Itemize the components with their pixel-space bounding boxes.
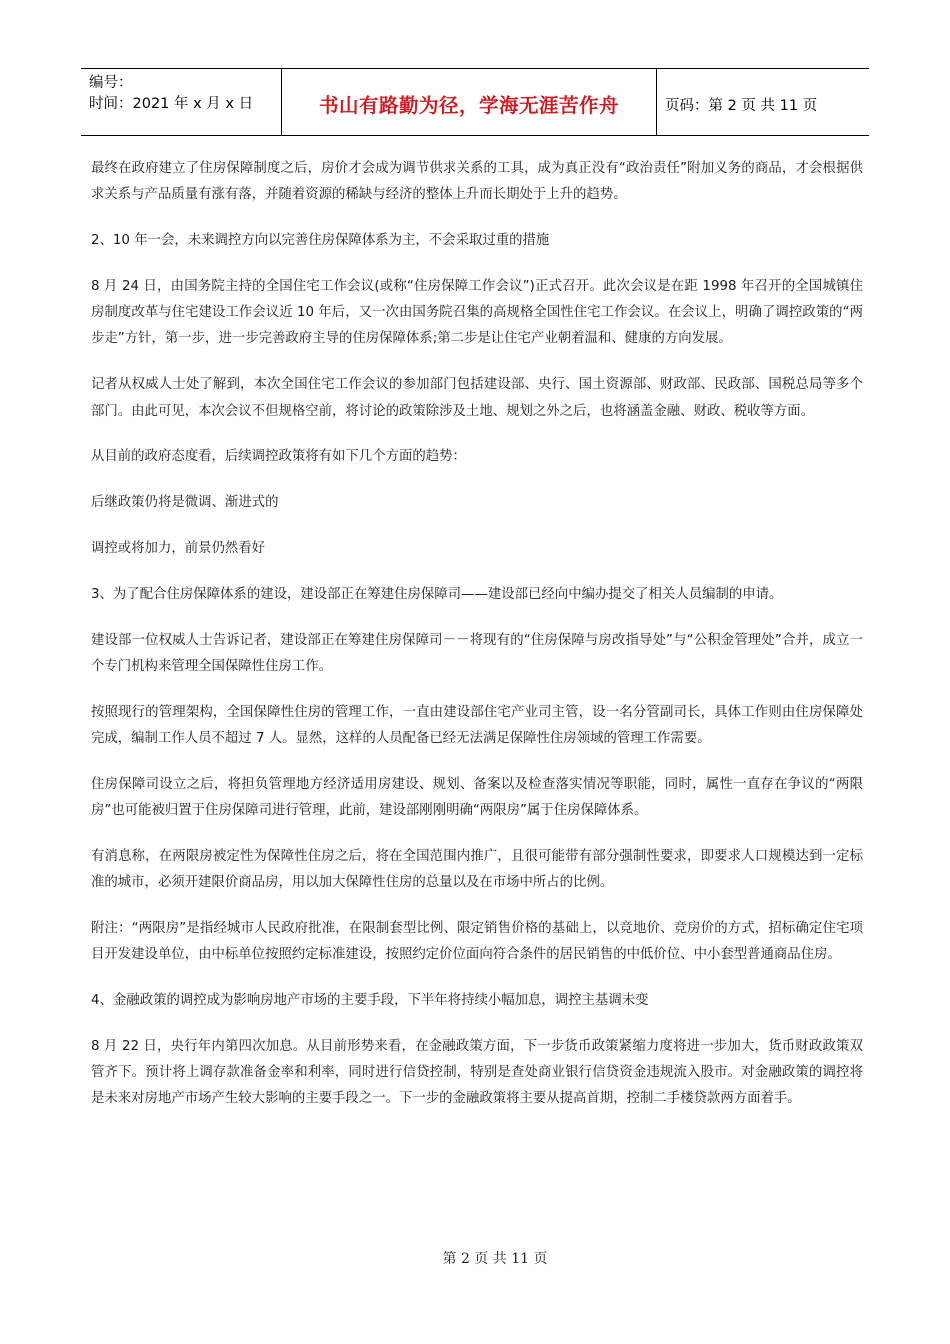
document-time-label: 时间：2021 年 x 月 x 日 — [89, 96, 254, 112]
note-paragraph: 附注：“两限房”是指经城市人民政府批准，在限制套型比例、限定销售价格的基础上，以竞地价、竞房价的方式，招标确定住宅项目开发建设单位，由中标单位按照约定标准建设，按照约定价位面向符合条件的居民销售的中低价位、中小套型普通商品住房。 — [91, 920, 863, 963]
paragraph: 按照现行的管理架构，全国保障性住房的管理工作，一直由建设部住宅产业司主管，设一名分管副司长，具体工作则由住房保障处完成，编制工作人员不超过 7 人。显然，这样的人员配备已经无法满足保障性住房领域的管理工作需要。 — [91, 704, 863, 746]
section-heading-2: 2、10 年一会，未来调控方向以完善住房保障体系为主，不会采取过重的措施 — [91, 233, 550, 249]
header-meta — [81, 69, 282, 135]
paragraph: 住房保障司设立之后，将担负管理地方经济适用房建设、规划、备案以及检查落实情况等职能，同时，属性一直存在争议的“两限房”也可能被归置于住房保障司进行管理，此前，建设部刚刚明确“两限房”属于住房保障体系。 — [91, 776, 863, 819]
trend-item: 后继政策仍将是微调、渐进式的 — [91, 495, 279, 511]
paragraph: 从目前的政府态度看，后续调控政策将有如下几个方面的趋势： — [91, 449, 466, 465]
paragraph: 有消息称，在两限房被定性为保障性住房之后，将在全国范围内推广，且很可能带有部分强制性要求，即要求人口规模达到一定标准的城市，必须开建限价商品房，用以加大保障性住房的总量以及在市场中所占的比例。 — [91, 848, 863, 891]
paragraph: 记者从权威人士处了解到，本次全国住宅工作会议的参加部门包括建设部、央行、国土资源部、财政部、民政部、国税总局等多个部门。由此可见，本次会议不但规格空前，将讨论的政策除涉及土地、规划之外之后，也将涵盖金融、财政、税收等方面。 — [91, 377, 863, 419]
paragraph: 最终在政府建立了住房保障制度之后，房价才会成为调节供求关系的工具，成为真正没有“政治责任”附加义务的商品，才会根据供求关系与产品质量有涨有落，并随着资源的稀缺与经济的整体上升而长期处于上升的趋势。 — [91, 161, 863, 203]
document-code-label: 编号： — [89, 75, 133, 91]
header-page-info — [657, 69, 869, 135]
section-heading-3: 3、为了配合住房保障体系的建设，建设部正在筹建住房保障司——建设部已经向中编办提交了相关人员编制的申请。 — [91, 586, 783, 602]
header-motto: 书山有路勤为径，学海无涯苦作舟 — [318, 94, 619, 117]
page-number-label: 页码：第 2 页 共 11 页 — [665, 97, 818, 114]
document-body — [91, 156, 863, 1132]
paragraph: 8 月 22 日，央行年内第四次加息。从目前形势来看，在金融政策方面，下一步货币政策紧缩力度将进一步加大，货币财政政策双管齐下。预计将上调存款准备金率和利率，同时进行信贷控制，特别是查处商业银行信贷资金违规流入股市。对金融政策的调控将是未来对房地产市场产生较大影响的主要手段之一。下一步的金融政策将主要从提高首期，控制二手楼贷款两方面着手。 — [91, 1038, 863, 1107]
trend-item: 调控或将加力，前景仍然看好 — [91, 540, 266, 556]
section-heading-4: 4、金融政策的调控成为影响房地产市场的主要手段，下半年将持续小幅加息，调控主基调未变 — [91, 993, 649, 1009]
paragraph: 8 月 24 日，由国务院主持的全国住宅工作会议(或称“住房保障工作会议”)正式召开。此次会议是在距 1998 年召开的全国城镇住房制度改革与住宅建设工作会议近 10 年后，又一次由国务院召集的高规格全国性住宅工作会议。在会议上，明确了调控政策的“两步走”方针，第一步，进一步完善政府主导的住房保障体系;第二步是让住宅产业朝着温和、健康的方向发展。 — [91, 278, 863, 347]
page-footer — [0, 1248, 950, 1268]
page-header — [81, 68, 869, 136]
header-motto-cell — [282, 69, 657, 135]
paragraph: 建设部一位权威人士告诉记者，建设部正在筹建住房保障司－－将现有的“住房保障与房改指导处”与“公积金管理处”合并，成立一个专门机构来管理全国保障性住房工作。 — [91, 632, 863, 674]
footer-page-number: 第 2 页 共 11 页 — [442, 1251, 548, 1267]
